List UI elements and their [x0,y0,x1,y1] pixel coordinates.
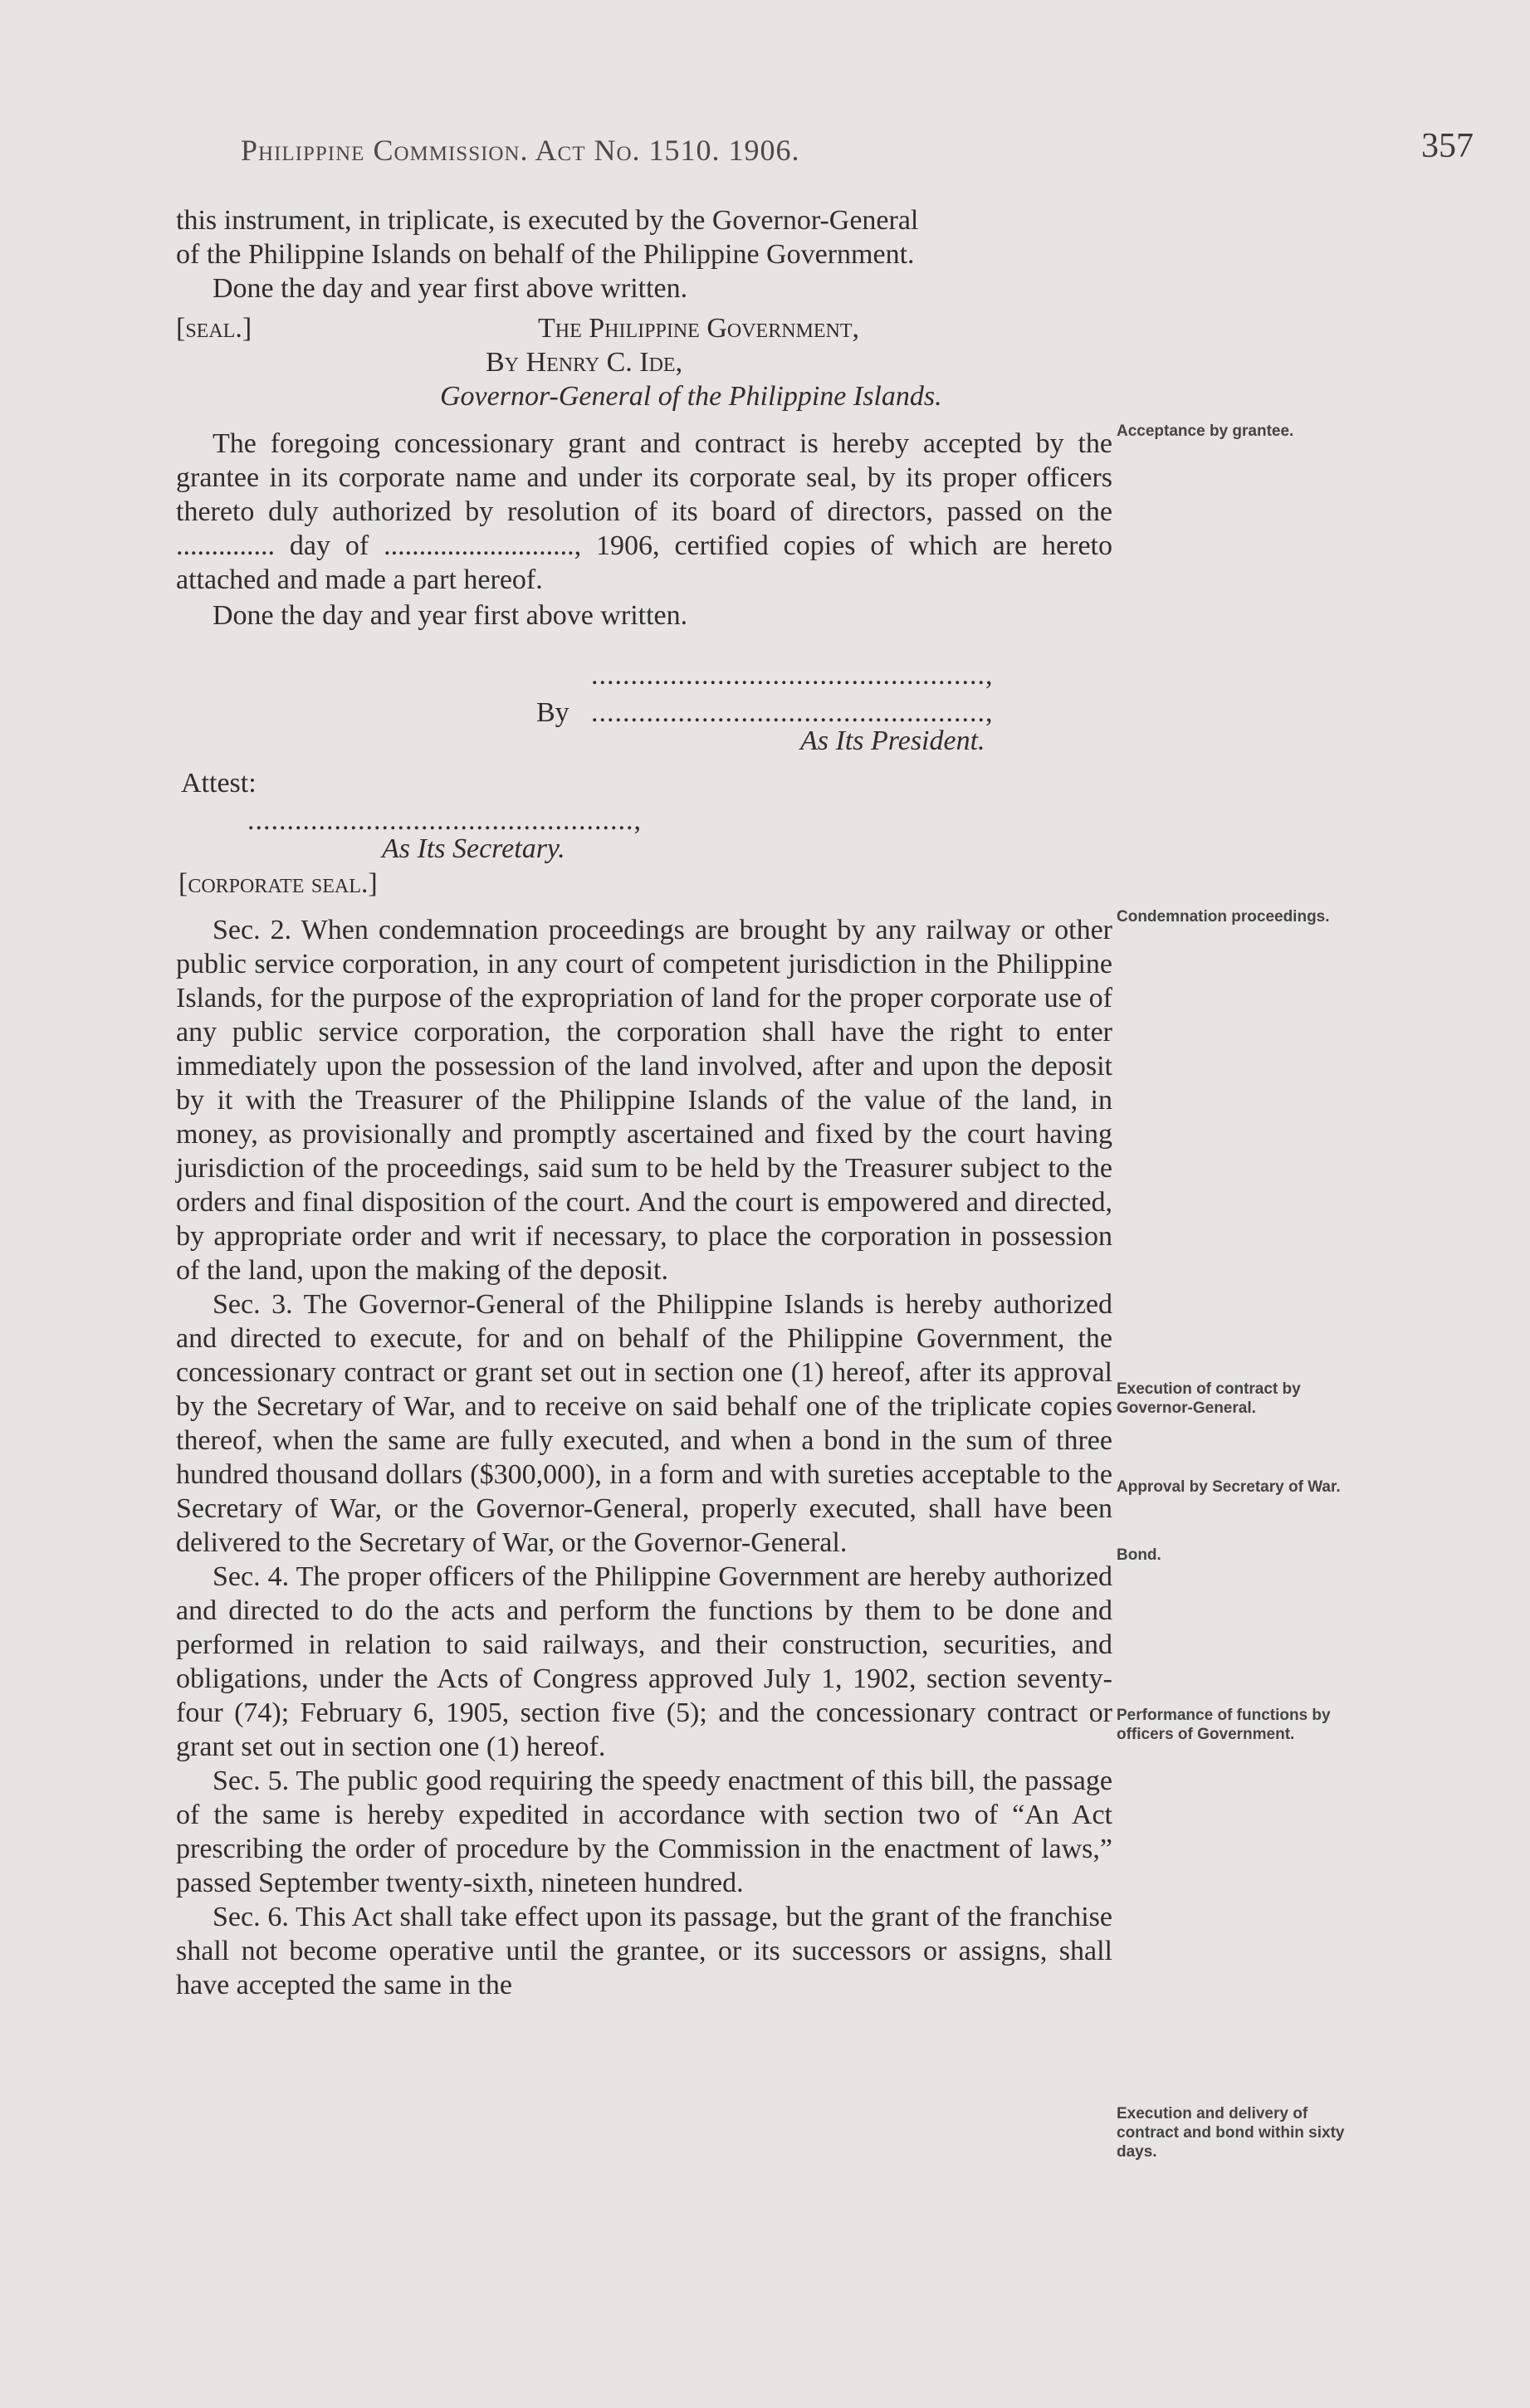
running-head: Philippine Commission. Act No. 1510. 1906. [241,134,800,167]
acceptance-paragraph [176,427,1112,633]
margin-note-delivery: Execution and delivery of contract and bond within sixty days. [1117,2105,1345,2161]
secretary-title: As Its Secretary. [382,833,565,864]
section-6: Sec. 6. This Act shall take effect upon its passage, but the grant of the franchise shall not become operative until the grantee, or its successors or assigns, shall have accepted the same in the [176,1902,1112,2000]
margin-note-execution: Execution of contract by Governor-General. [1117,1380,1301,1417]
corporate-seal-label: [corporate seal.] [178,868,378,899]
by-label: By [536,697,569,728]
sections-body [176,913,1112,2002]
acceptance-text: The foregoing concessionary grant and contract is hereby accepted by the grantee in its corporate name and under its corporate seal, by its proper officers thereto duly authorized by resolution of its board of directors, passed on the .............. day of ..........................., 1906, certified copies of which are hereto attached and made a part hereof. [176,428,1112,595]
signatory-name: By Henry C. Ide, [486,347,683,378]
secretary-signature-line: ................................................., [247,805,642,836]
seal-label: [seal.] [176,313,252,344]
opening-line-1: this instrument, in triplicate, is executed by the Governor-General [176,205,919,236]
acceptance-done-line: Done the day and year first above written. [213,600,688,631]
president-signature-line-2: .................................................., [591,697,994,728]
page-number: 357 [1421,127,1474,165]
section-2: Sec. 2. When condemnation proceedings are brought by any railway or other public service corporation, in any court of competent jurisdiction in the Philippine Islands, for the purpose of the expropriation of land for the proper corporate use of any public service corporation, the corporation shall have the right to enter immediately upon the possession of the land involved, after and upon the deposit by it with the Treasurer of the Philippine Islands of the value of the land, in money, as provisionally and promptly ascertained and fixed by the court having jurisdiction of the proceedings, said sum to be held by the Treasurer subject to the orders and final disposition of the court. And the court is empowered and directed, by appropriate order and writ if necessary, to place the corporation in possession of the land, upon the making of the deposit. [176,915,1112,1286]
margin-note-condemnation: Condemnation proceedings. [1117,908,1330,926]
section-4: Sec. 4. The proper officers of the Philippine Government are hereby authorized and directed to do the acts and perform the functions by them to be done and performed in relation to said railways, and their construction, securities, and obligations, under the Acts of Congress approved July 1, 1902, section seventy-four (74); February 6, 1905, section five (5); and the concessionary contract or grant set out in section one (1) hereof. [176,1561,1112,1762]
margin-note-performance: Performance of functions by officers of Government. [1117,1707,1331,1743]
margin-note-bond: Bond. [1117,1546,1161,1564]
attest-label: Attest: [181,768,257,799]
opening-done-line: Done the day and year first above written. [213,273,688,304]
president-signature-line-1: .................................................., [591,660,994,691]
signatory-title: Governor-General of the Philippine Islands. [440,381,942,412]
opening-text [176,203,1112,305]
margin-note-approval: Approval by Secretary of War. [1117,1478,1341,1496]
margin-note-acceptance: Acceptance by grantee. [1117,422,1294,440]
government-name: The Philippine Government, [538,313,860,344]
opening-line-2: of the Philippine Islands on behalf of the Philippine Government. [176,239,915,270]
section-5: Sec. 5. The public good requiring the speedy enactment of this bill, the passage of the same is hereby expedited in accordance with section two of “An Act prescribing the order of procedure by the Commission in the enactment of laws,” passed September twenty-sixth, nineteen hundred. [176,1766,1112,1898]
section-3: Sec. 3. The Governor-General of the Philippine Islands is hereby authorized and directed to execute, for and on behalf of the Philippine Government, the concessionary contract or grant set out in section one (1) hereof, after its approval by the Secretary of War, and to receive on said behalf one of the triplicate copies thereof, when the same are fully executed, and when a bond in the sum of three hundred thousand dollars ($300,000), in a form and with sureties acceptable to the Secretary of War, or the Governor-General, properly executed, shall have been delivered to the Secretary of War, or the Governor-General. [176,1289,1112,1558]
president-title: As Its President. [800,725,985,756]
